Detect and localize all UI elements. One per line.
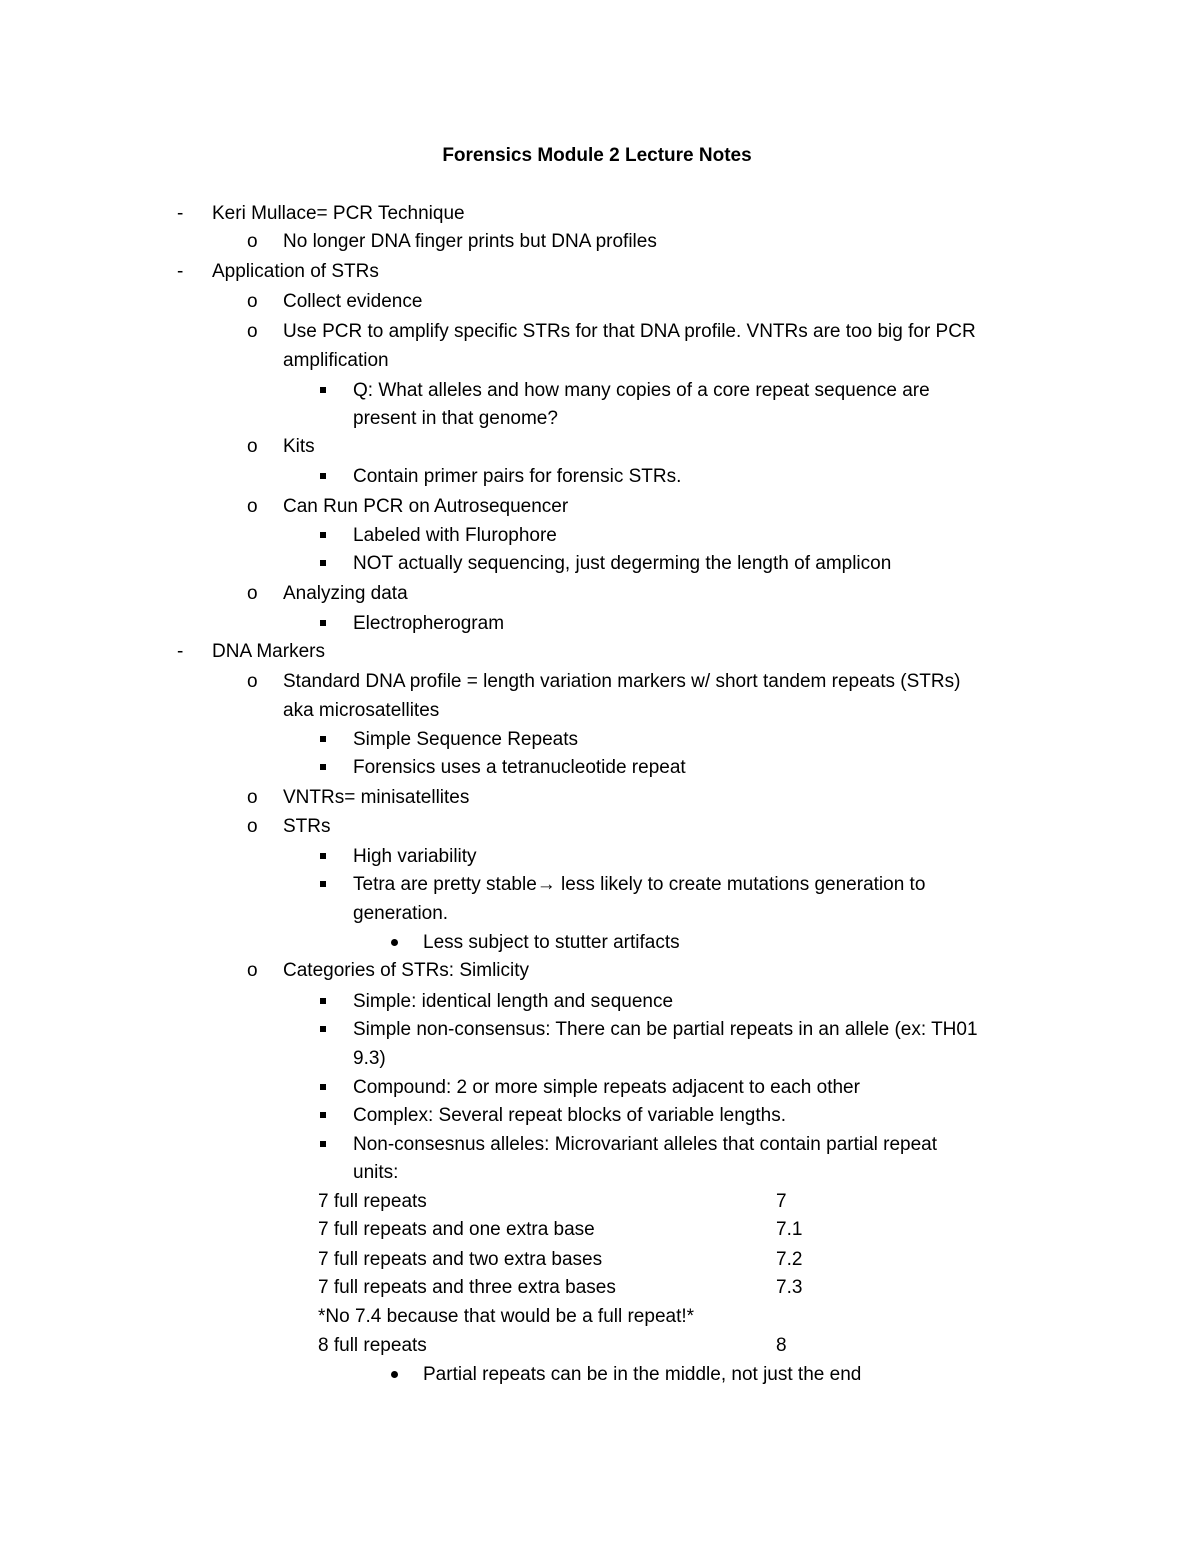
outline-item: Simple Sequence Repeats [353, 729, 578, 750]
outline-item: Simple non-consensus: There can be partial repeats in an allele (ex: TH01 [353, 1019, 978, 1040]
square-bullet [320, 881, 326, 887]
outline-item: DNA Markers [212, 641, 325, 662]
allele-label: 7 full repeats and two extra bases [318, 1249, 603, 1270]
outline-item: Simple: identical length and sequence [353, 991, 674, 1012]
dash-bullet: - [177, 641, 184, 662]
outline-item: VNTRs= minisatellites [283, 787, 470, 808]
dash-bullet: - [177, 261, 184, 282]
outline-item-continuation: amplification [283, 350, 389, 371]
outline-item: High variability [353, 846, 477, 867]
circle-bullet: o [247, 231, 258, 252]
outline-item: Compound: 2 or more simple repeats adjacent to each other [353, 1077, 860, 1098]
allele-label: 7 full repeats and one extra base [318, 1219, 595, 1240]
square-bullet [320, 620, 326, 626]
outline-item-continuation: present in that genome? [353, 408, 558, 429]
outline-item: Complex: Several repeat blocks of variable lengths. [353, 1105, 787, 1126]
outline-item: Standard DNA profile = length variation markers w/ short tandem repeats (STRs) [283, 671, 961, 692]
allele-value: 7.1 [776, 1219, 803, 1240]
outline-item: Less subject to stutter artifacts [423, 932, 680, 953]
allele-label: 7 full repeats and three extra bases [318, 1277, 616, 1298]
square-bullet [320, 853, 326, 859]
outline-item: NOT actually sequencing, just degerming the length of amplicon [353, 553, 892, 574]
square-bullet [320, 736, 326, 742]
outline-item: Keri Mullace= PCR Technique [212, 203, 465, 224]
square-bullet [320, 1026, 326, 1032]
allele-value: 7.2 [776, 1249, 803, 1270]
square-bullet [320, 387, 326, 393]
allele-note: *No 7.4 because that would be a full repeat!* [318, 1306, 695, 1327]
dash-bullet: - [177, 203, 184, 224]
outline-item: Application of STRs [212, 261, 379, 282]
outline-item: No longer DNA finger prints but DNA profiles [283, 231, 657, 252]
square-bullet [320, 532, 326, 538]
square-bullet [320, 560, 326, 566]
square-bullet [320, 473, 326, 479]
outline-item: Q: What alleles and how many copies of a core repeat sequence are [353, 380, 930, 401]
circle-bullet: o [247, 787, 258, 808]
outline-item-continuation: 9.3) [353, 1048, 386, 1069]
circle-bullet: o [247, 436, 258, 457]
outline-item: Partial repeats can be in the middle, not just the end [423, 1364, 862, 1385]
outline-item: Tetra are pretty stable→ less likely to create mutations generation to [353, 874, 926, 895]
outline-item: Labeled with Flurophore [353, 525, 557, 546]
circle-bullet: o [247, 671, 258, 692]
round-bullet [391, 1371, 398, 1378]
outline-item: Collect evidence [283, 291, 423, 312]
outline-item: Electropherogram [353, 613, 505, 634]
square-bullet [320, 1084, 326, 1090]
outline-item: Forensics uses a tetranucleotide repeat [353, 757, 686, 778]
circle-bullet: o [247, 960, 258, 981]
circle-bullet: o [247, 583, 258, 604]
outline-item-continuation: units: [353, 1162, 399, 1183]
outline-item: Can Run PCR on Autrosequencer [283, 496, 569, 517]
square-bullet [320, 998, 326, 1004]
outline-item: Analyzing data [283, 583, 408, 604]
square-bullet [320, 764, 326, 770]
allele-label: 8 full repeats [318, 1335, 427, 1356]
square-bullet [320, 1112, 326, 1118]
allele-value: 7 [776, 1191, 787, 1212]
outline-item: Use PCR to amplify specific STRs for that DNA profile. VNTRs are too big for PCR [283, 321, 976, 342]
outline-item-continuation: generation. [353, 903, 449, 924]
allele-label: 7 full repeats [318, 1191, 427, 1212]
allele-value: 8 [776, 1335, 787, 1356]
circle-bullet: o [247, 321, 258, 342]
circle-bullet: o [247, 291, 258, 312]
outline-item: Categories of STRs: Simlicity [283, 960, 530, 981]
outline-item: Kits [283, 436, 315, 457]
round-bullet [391, 939, 398, 946]
square-bullet [320, 1141, 326, 1147]
outline-item: STRs [283, 816, 331, 837]
circle-bullet: o [247, 816, 258, 837]
page-title: Forensics Module 2 Lecture Notes [442, 145, 752, 166]
outline-item: Contain primer pairs for forensic STRs. [353, 466, 682, 487]
outline-item-continuation: aka microsatellites [283, 700, 440, 721]
circle-bullet: o [247, 496, 258, 517]
allele-value: 7.3 [776, 1277, 803, 1298]
outline-item: Non-consesnus alleles: Microvariant alleles that contain partial repeat [353, 1134, 938, 1155]
